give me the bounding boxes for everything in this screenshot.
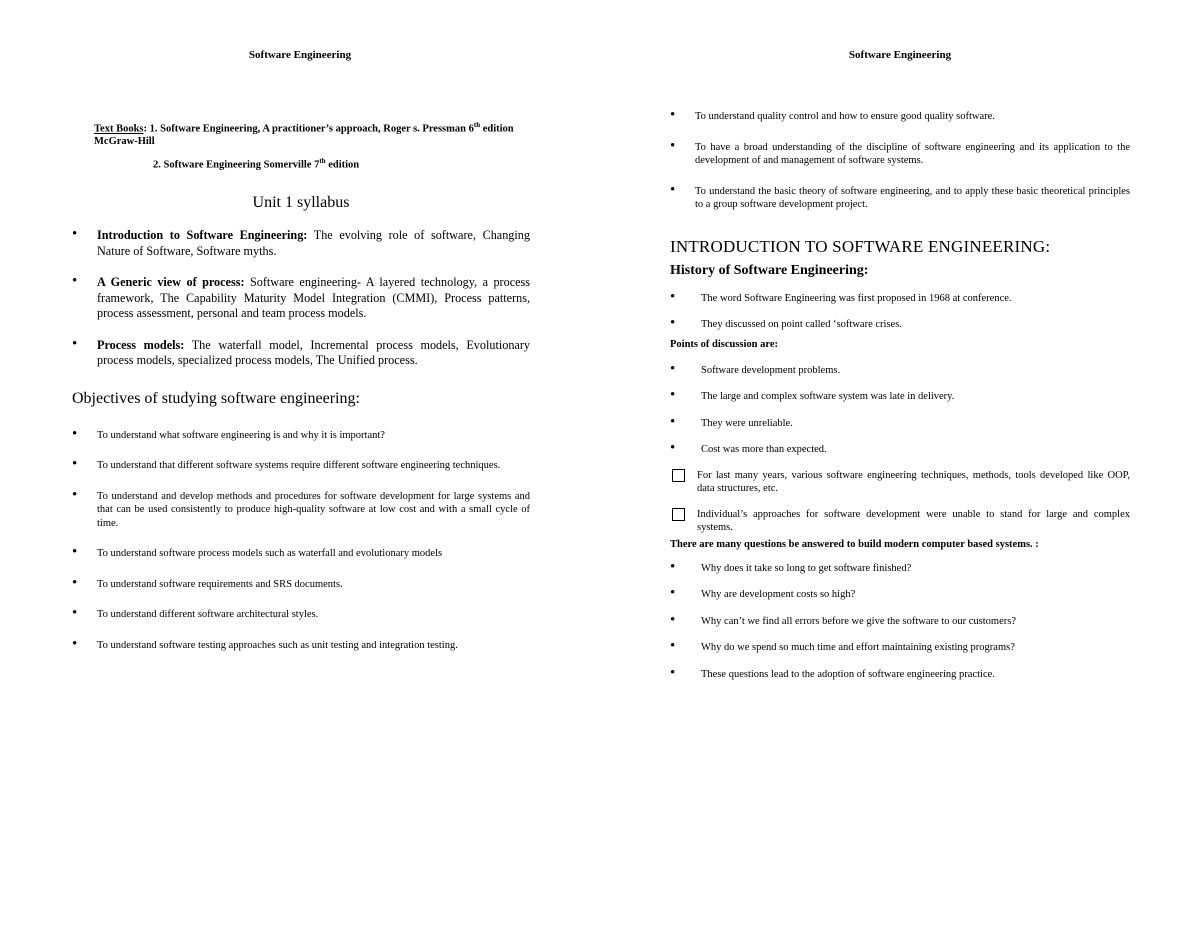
textbook-1: Text Books: 1. Software Engineering, A practitioner’s approach, Roger s. Pressman 6th edition McGraw-Hill [94, 121, 514, 147]
bullet-icon: • [72, 226, 78, 242]
list-item: • To understand and develop methods and procedures for software development for large systems and that can be used consistently to produce high-quality software at low cost and with a small cycle of time. [72, 486, 530, 529]
bullet-icon: • [670, 181, 676, 198]
page-header: Software Engineering [248, 49, 352, 61]
list-item: • To understand quality control and how to ensure good quality software. [670, 107, 995, 123]
bullet-icon: • [72, 635, 78, 652]
syllabus-item: • A Generic view of process: Software engineering- A layered technology, a process framework, The Capability Maturity Model Integration (CMMI), Process patterns, process assessment, personal and team process models. [72, 273, 530, 320]
bullet-icon: • [72, 605, 78, 621]
bullet-icon: • [670, 288, 676, 305]
bullet-icon: • [72, 544, 78, 560]
bullet-icon: • [670, 611, 676, 628]
list-item: • Why do we spend so much time and effort maintaining existing programs? [670, 638, 1015, 654]
questions-heading: There are many questions be answered to build modern computer based systems. : [670, 538, 1039, 550]
list-item: • To understand software process models such as waterfall and evolutionary models [72, 544, 443, 560]
bullet-icon: • [670, 107, 676, 123]
bullet-icon: • [72, 574, 78, 591]
bullet-icon: • [72, 425, 78, 442]
bullet-icon: • [72, 456, 78, 472]
list-item: • Software development problems. [670, 360, 841, 377]
intro-heading: INTRODUCTION TO SOFTWARE ENGINEERING: [670, 236, 1051, 256]
list-item: • Why are development costs so high? [670, 585, 856, 601]
list-item: • Why can’t we find all errors before we give the software to our customers? [670, 611, 1016, 628]
list-item: Individual’s approaches for software development were unable to stand for large and complex systems. [670, 508, 1130, 535]
list-item: • Cost was more than expected. [670, 440, 827, 456]
list-item: • The large and complex software system was late in delivery. [670, 387, 955, 403]
bullet-icon: • [670, 558, 676, 575]
list-item: • To understand the basic theory of software engineering, and to apply these basic theoretical principles to a group software development project. [670, 181, 1130, 210]
list-item: For last many years, various software engineering techniques, methods, tools developed like OOP, data structures, etc. [670, 469, 1130, 496]
right-page-content [670, 107, 1130, 694]
unit-title: Unit 1 syllabus [252, 194, 350, 211]
bullet-icon: • [670, 638, 676, 654]
textbooks-label: Text Books [94, 123, 144, 135]
textbooks-reference [94, 119, 530, 171]
list-item: • To understand software testing approaches such as unit testing and integration testing. [72, 635, 458, 652]
points-list [670, 360, 1130, 457]
list-item: • They were unreliable. [670, 413, 793, 430]
right-page [600, 0, 1200, 927]
list-item: • Why does it take so long to get software finished? [670, 558, 912, 575]
bullet-icon: • [670, 360, 676, 377]
points-heading: Points of discussion are: [670, 338, 779, 350]
bullet-icon: • [670, 387, 676, 403]
list-item: • These questions lead to the adoption of software engineering practice. [670, 664, 995, 681]
syllabus-list [72, 228, 530, 369]
history-list [670, 288, 1130, 332]
bullet-icon: • [670, 440, 676, 456]
checkbox-list [670, 469, 1130, 535]
bullet-icon: • [670, 664, 676, 681]
checkbox-bullet-icon [672, 508, 685, 521]
bullet-icon: • [670, 137, 676, 154]
list-item: • To understand different software architectural styles. [72, 605, 319, 621]
bullet-icon: • [670, 315, 676, 331]
list-item: • The word Software Engineering was first proposed in 1968 at conference. [670, 288, 1012, 305]
bullet-icon: • [72, 273, 78, 289]
history-heading: History of Software Engineering: [670, 262, 869, 278]
objectives-list [72, 425, 530, 653]
list-item: • To have a broad understanding of the discipline of software engineering and its application to the development of and management of software systems. [670, 137, 1130, 166]
questions-list [670, 558, 1130, 682]
syllabus-item: • Process models: The waterfall model, Incremental process models, Evolutionary process models, specialized process models, The Unified process. [72, 335, 530, 367]
bullet-icon: • [72, 486, 78, 503]
bullet-icon: • [670, 413, 676, 430]
objectives-continued-list [670, 107, 1130, 212]
objectives-title: Objectives of studying software engineering: [72, 389, 360, 407]
list-item: • They discussed on point called ‘software crises. [670, 315, 902, 331]
page-header: Software Engineering [848, 49, 952, 61]
list-item: • To understand what software engineering is and why it is important? [72, 425, 385, 442]
bullet-icon: • [72, 335, 78, 352]
textbook-2: 2. Software Engineering Somerville 7th edition [153, 156, 360, 170]
list-item: • To understand that different software systems require different software engineering techniques. [72, 456, 501, 472]
checkbox-bullet-icon [672, 469, 685, 482]
left-page-content [72, 119, 530, 669]
bullet-icon: • [670, 585, 676, 601]
list-item: • To understand software requirements and SRS documents. [72, 574, 343, 591]
syllabus-item: • Introduction to Software Engineering: The evolving role of software, Changing Nature of Software, Software myths. [72, 226, 530, 258]
